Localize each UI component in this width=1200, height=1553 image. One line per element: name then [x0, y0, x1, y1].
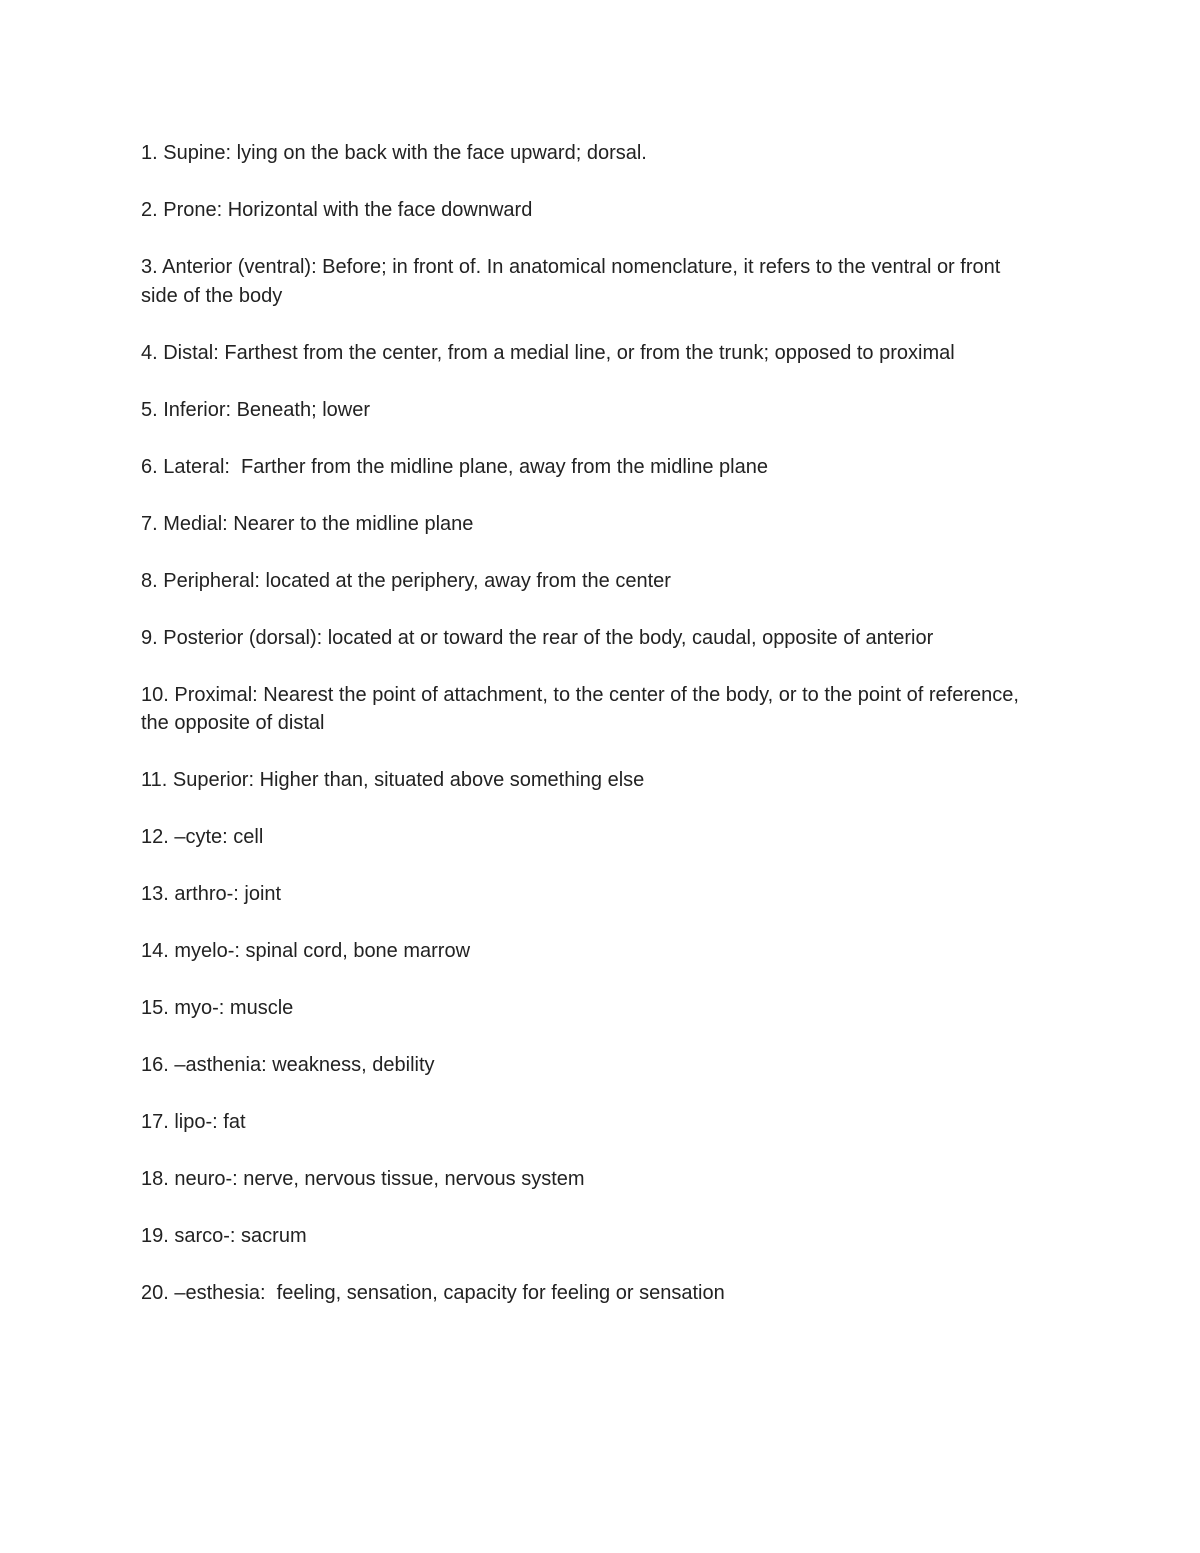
list-item-4: 4. Distal: Farthest from the center, from a medial line, or from the trunk; opposed to proximal [141, 341, 955, 364]
list-item-15: 15. myo-: muscle [141, 997, 294, 1019]
list-item-3: 3. Anterior (ventral): Before; in front of. In anatomical nomenclature, it refers to the ventral or front side of the body [141, 256, 1006, 307]
list-item-10: 10. Proximal: Nearest the point of attachment, to the center of the body, or to the point of reference, the opposite of distal [141, 683, 1025, 734]
document-body [141, 139, 1041, 1336]
list-item-9: 9. Posterior (dorsal): located at or toward the rear of the body, caudal, opposite of anterior [141, 626, 934, 649]
list-item-12: 12. –cyte: cell [141, 826, 264, 848]
list-item-6: 6. Lateral: Farther from the midline plane, away from the midline plane [141, 455, 768, 478]
list-item-1: 1. Supine: lying on the back with the face upward; dorsal. [141, 142, 647, 164]
list-item-17: 17. lipo-: fat [141, 1111, 246, 1133]
list-item-11: 11. Superior: Higher than, situated above something else [141, 769, 645, 791]
list-item-19: 19. sarco-: sacrum [141, 1225, 307, 1247]
list-item-14: 14. myelo-: spinal cord, bone marrow [141, 940, 471, 962]
list-item-13: 13. arthro-: joint [141, 883, 282, 905]
list-item-16: 16. –asthenia: weakness, debility [141, 1054, 435, 1076]
list-item-2: 2. Prone: Horizontal with the face downward [141, 199, 533, 221]
list-item-18: 18. neuro-: nerve, nervous tissue, nervous system [141, 1168, 585, 1190]
list-item-5: 5. Inferior: Beneath; lower [141, 398, 371, 421]
list-item-8: 8. Peripheral: located at the periphery, away from the center [141, 569, 671, 592]
list-item-7: 7. Medial: Nearer to the midline plane [141, 512, 474, 535]
list-item-20: 20. –esthesia: feeling, sensation, capacity for feeling or sensation [141, 1282, 725, 1304]
